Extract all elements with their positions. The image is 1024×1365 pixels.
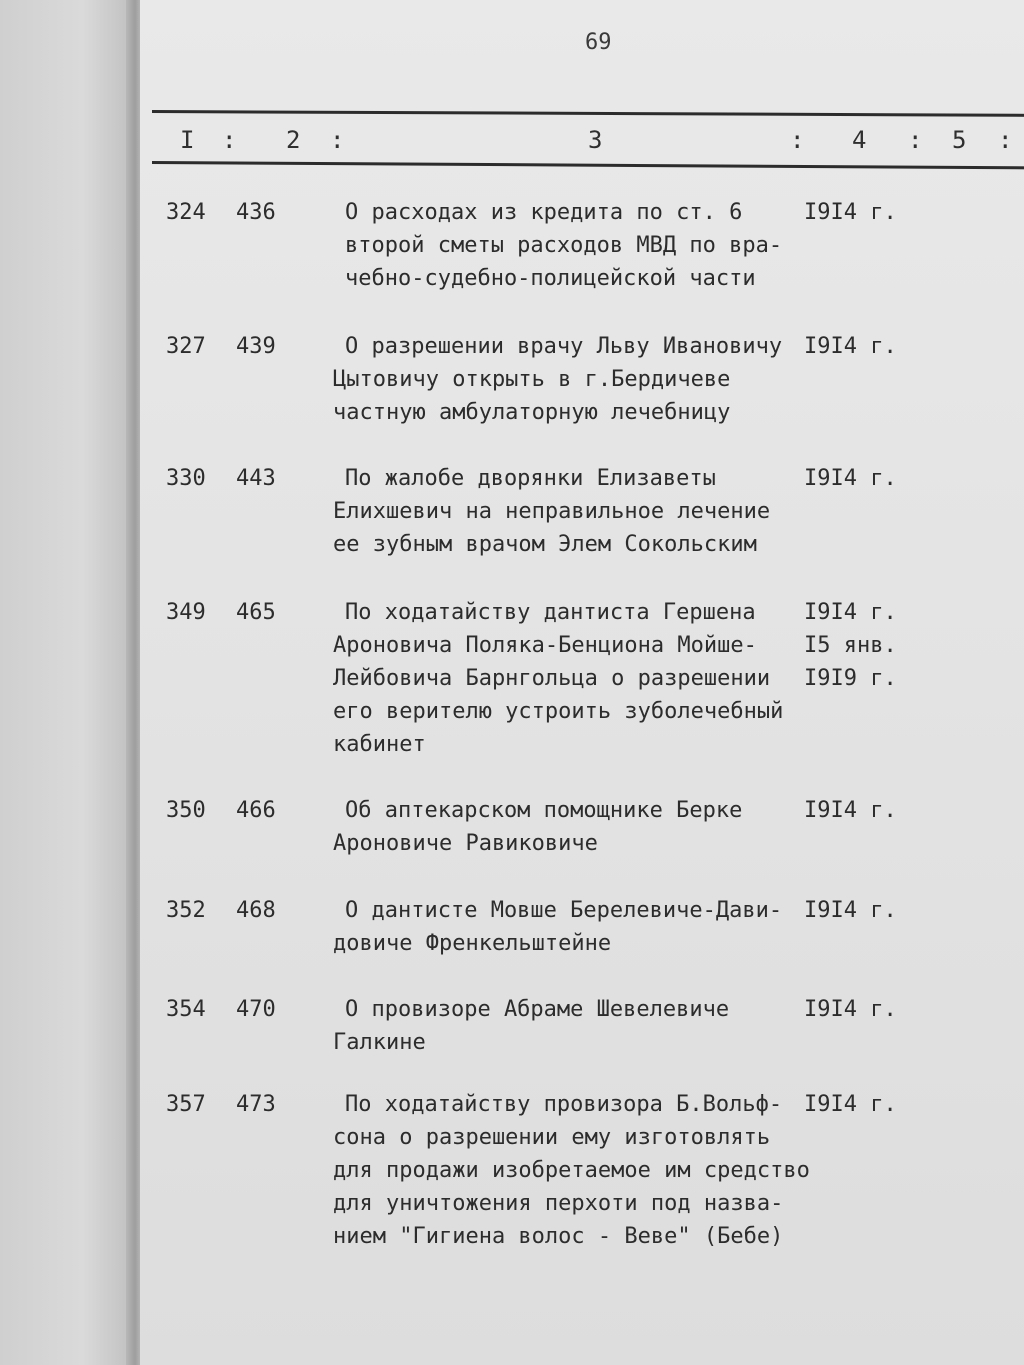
record-number: 327: [166, 334, 206, 359]
description-line: Об аптекарском помощнике Берке: [345, 798, 743, 823]
description-line: О разрешении врачу Льву Ивановичу: [345, 334, 783, 359]
col-5-header: 5: [952, 126, 967, 154]
description-line: О расходах из кредита по ст. 6: [345, 200, 743, 225]
file-number: 443: [236, 466, 276, 491]
record-date: [804, 993, 897, 1026]
file-number: 439: [236, 334, 276, 359]
record-description: [333, 462, 770, 561]
file-number: 470: [236, 997, 276, 1022]
description-line: частную амбулаторную лечебницу: [333, 400, 731, 425]
record-description: [333, 1088, 810, 1253]
record-description: [333, 794, 742, 860]
record-date: [804, 894, 897, 927]
date-line: I9I4 г.: [804, 334, 897, 359]
description-line: нием "Гигиена волос - Веве" (Бебе): [333, 1224, 784, 1249]
col-separator: :: [908, 126, 923, 154]
date-line: I9I9 г.: [804, 666, 897, 691]
record-date: [804, 596, 897, 695]
record-description: [345, 196, 782, 295]
col-4-header: 4: [852, 126, 867, 154]
description-line: Лейбовича Барнгольца о разрешении: [333, 666, 771, 691]
description-line: его верителю устроить зуболечебный: [333, 699, 784, 724]
description-line: Ароновиче Равиковиче: [333, 831, 598, 856]
description-line: для уничтожения перхоти под назва-: [333, 1191, 784, 1216]
record-description: [333, 330, 782, 429]
date-line: I9I4 г.: [804, 200, 897, 225]
description-line: второй сметы расходов МВД по вра-: [345, 233, 783, 258]
description-line: довиче Френкельштейне: [333, 931, 612, 956]
col-2-header: 2: [286, 126, 301, 154]
record-description: [333, 894, 782, 960]
file-number: 466: [236, 798, 276, 823]
col-separator: :: [998, 126, 1013, 154]
file-number: 473: [236, 1092, 276, 1117]
record-date: [804, 330, 897, 363]
description-line: чебно-судебно-полицейской части: [345, 266, 756, 291]
date-line: I5 янв.: [804, 633, 897, 658]
record-date: [804, 1088, 897, 1121]
record-number: 352: [166, 898, 206, 923]
record-date: [804, 794, 897, 827]
description-line: По ходатайству провизора Б.Вольф-: [345, 1092, 783, 1117]
record-date: [804, 196, 897, 229]
description-line: По ходатайству дантиста Гершена: [345, 600, 756, 625]
col-separator: :: [222, 126, 237, 154]
date-line: I9I4 г.: [804, 997, 897, 1022]
col-3-header: 3: [588, 126, 603, 154]
record-description: [333, 596, 783, 761]
description-line: Цытовичу открыть в г.Бердичеве: [333, 367, 731, 392]
date-line: I9I4 г.: [804, 898, 897, 923]
page-number: 69: [585, 30, 612, 55]
record-number: 354: [166, 997, 206, 1022]
col-separator: :: [790, 126, 805, 154]
description-line: О провизоре Абраме Шевелевиче: [345, 997, 730, 1022]
date-line: I9I4 г.: [804, 798, 897, 823]
file-number: 468: [236, 898, 276, 923]
description-line: для продажи изобретаемое им средство: [333, 1158, 810, 1183]
description-line: О дантисте Мовше Берелевиче-Дави-: [345, 898, 783, 923]
file-number: 465: [236, 600, 276, 625]
record-description: [333, 993, 729, 1059]
date-line: I9I4 г.: [804, 1092, 897, 1117]
record-number: 330: [166, 466, 206, 491]
record-number: 357: [166, 1092, 206, 1117]
record-date: [804, 462, 897, 495]
description-line: Елихшевич на неправильное лечение: [333, 499, 771, 524]
date-line: I9I4 г.: [804, 466, 897, 491]
col-1-header: I: [180, 126, 195, 154]
description-line: Ароновича Поляка-Бенциона Мойше-: [333, 633, 757, 658]
description-line: кабинет: [333, 732, 426, 757]
record-number: 349: [166, 600, 206, 625]
col-separator: :: [330, 126, 345, 154]
description-line: По жалобе дворянки Елизаветы: [345, 466, 716, 491]
description-line: Галкине: [333, 1030, 426, 1055]
file-number: 436: [236, 200, 276, 225]
left-page-edge: [0, 0, 138, 1365]
date-line: I9I4 г.: [804, 600, 897, 625]
record-number: 324: [166, 200, 206, 225]
record-number: 350: [166, 798, 206, 823]
description-line: сона о разрешении ему изготовлять: [333, 1125, 771, 1150]
description-line: ее зубным врачом Элем Сокольским: [333, 532, 757, 557]
